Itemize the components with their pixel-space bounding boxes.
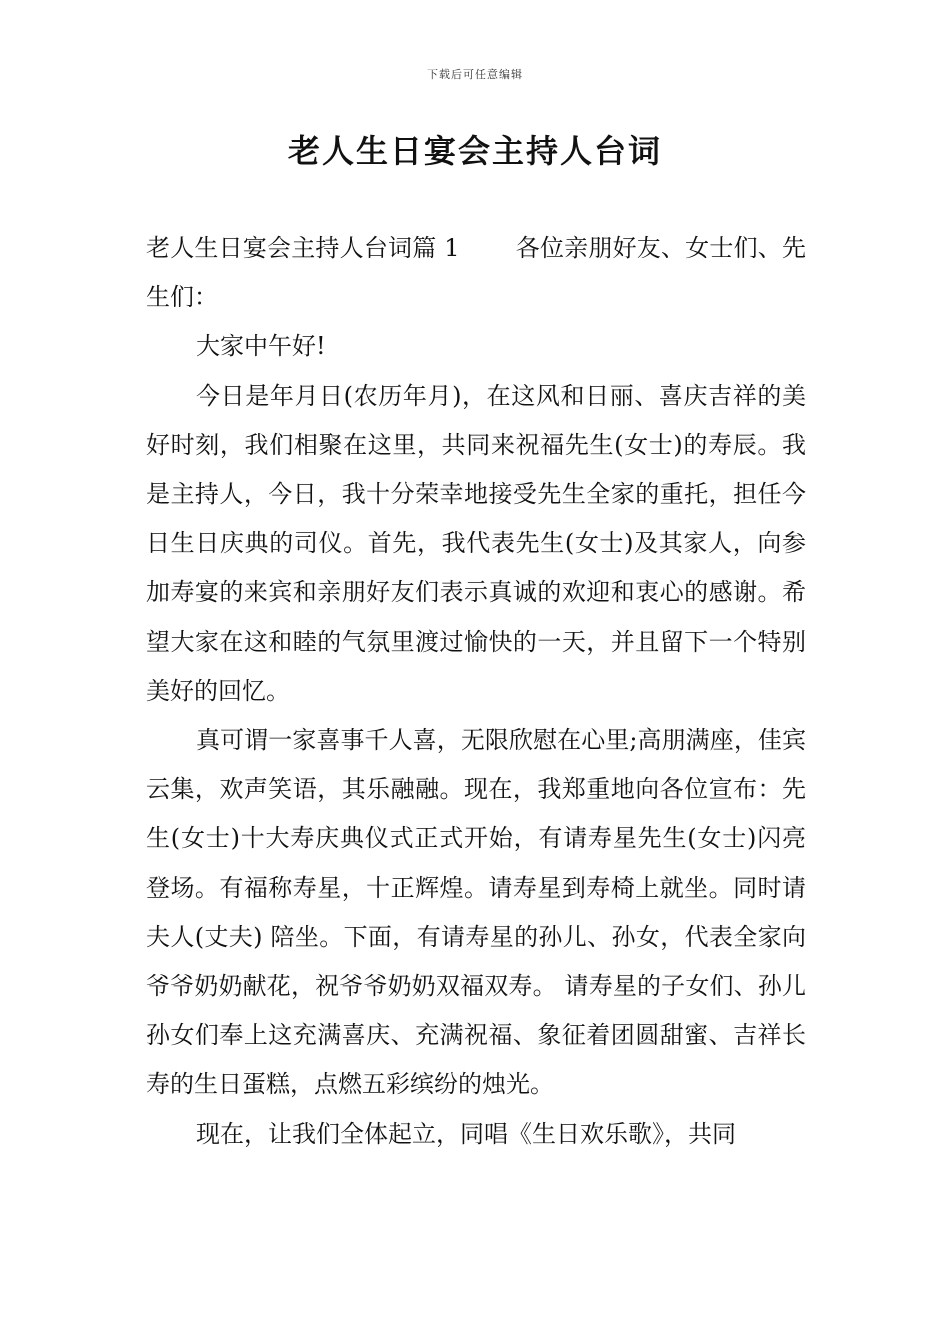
intro-paragraph	[146, 224, 806, 322]
section-heading: 老人生日宴会主持人台词篇 1	[146, 234, 460, 262]
paragraph: 现在，让我们全体起立，同唱《生日欢乐歌》，共同	[196, 1119, 736, 1148]
paragraph: 大家中午好!	[196, 332, 326, 361]
header-note: 下载后可任意编辑	[427, 68, 523, 81]
greeting-text: 各位亲朋好友、女士们、先生们：	[146, 234, 806, 312]
document-body	[146, 224, 806, 1159]
paragraph: 真可谓一家喜事千人喜，无限欣慰在心里;高朋满座，佳宾云集，欢声笑语，其乐融融。现在，我郑重地向各位宣布：先生(女士)十大寿庆典仪式正式开始，有请寿星先生(女士)闪亮登场。有福称寿星，十正辉煌。请寿星到寿椅上就坐。同时请夫人(丈夫) 陪坐。下面，有请寿星的孙儿、孙女，代表全家向爷爷奶奶献花，祝爷爷奶奶双福双寿。 请寿星的子女们、孙儿孙女们奉上这充满喜庆、充满祝福、象征着团圆甜蜜、吉祥长寿的生日蛋糕，点燃五彩缤纷的烛光。	[146, 726, 806, 1099]
document-title: 老人生日宴会主持人台词	[287, 132, 662, 170]
paragraph: 今日是年月日(农历年月)，在这风和日丽、喜庆吉祥的美好时刻，我们相聚在这里，共同来祝福先生(女士)的寿辰。我是主持人，今日，我十分荣幸地接受先生全家的重托，担任今日生日庆典的司仪。首先，我代表先生(女士)及其家人，向参加寿宴的来宾和亲朋好友们表示真诚的欢迎和衷心的感谢。希望大家在这和睦的气氛里渡过愉快的一天，并且留下一个特别美好的回忆。	[146, 381, 806, 705]
